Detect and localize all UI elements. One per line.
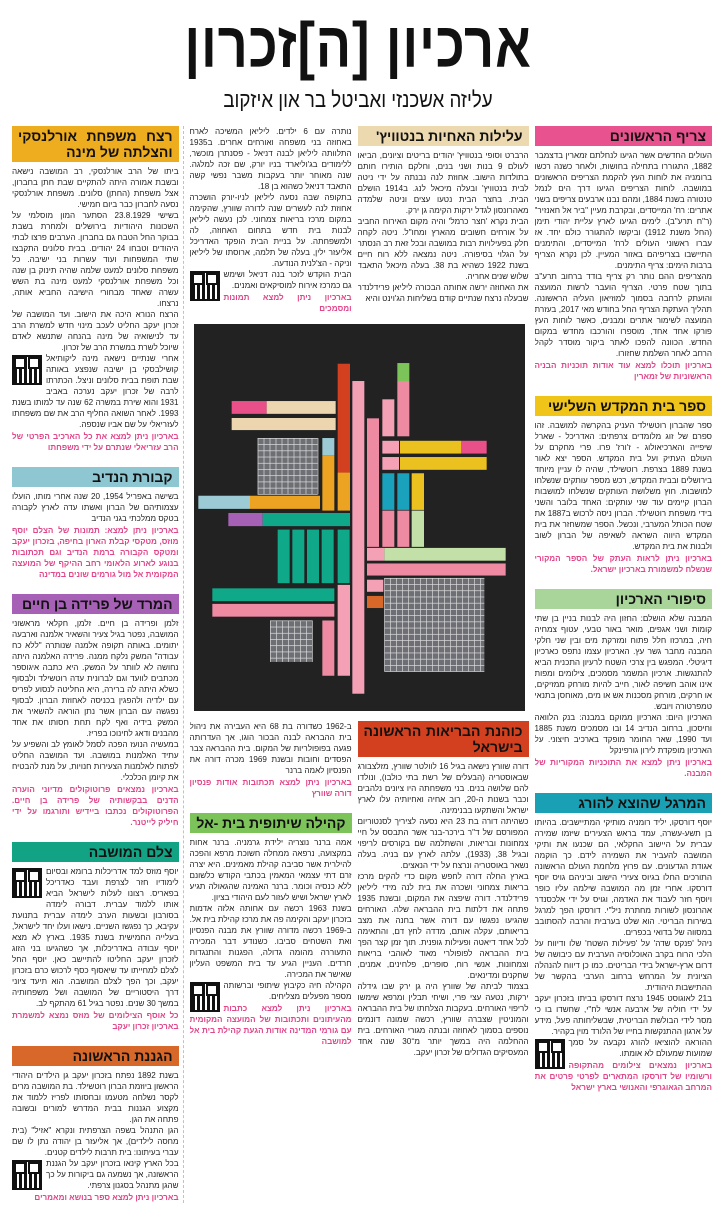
window-grille (384, 622, 484, 623)
color-tile (411, 511, 423, 547)
window-grille (426, 578, 427, 671)
article-kehila (190, 813, 352, 1047)
window-grille (257, 488, 317, 489)
window-grille (456, 578, 457, 671)
color-tile (382, 473, 394, 510)
window-grille (276, 620, 277, 661)
color-tile (382, 511, 394, 547)
window-grille (311, 438, 312, 494)
body-paragraph: מהצריפים ההם נותר רק צריף בודד ברחוב תרע"ב בתוך שטח פרטי. הצריף הועבר לרשות המועצה והועתק לרחבה בסמוך למוזיאון העליה הראשונה. תהליך העתקת הצריף החל בחודש מאי 2017, בעזרת המועצה לשימור אתרים ומבנים, כאשר לוחות העץ פורקו אחד אחד, מוספרו והורכבו מחדש במקום החדש. הכוונה להפכו לאתר ביקור מוסדר לקהל הרחב לאחר השלמת שחזורו. (534, 272, 712, 358)
archive-note-link[interactable]: בארכיון נמצאים צילומים מהתקופה ורשומיו של דורסקו המתארים לפרטי פרטים את המרחב הגאוגרפי והאנושי בארץ ישראל (534, 1061, 712, 1092)
body-paragraph: בצמוד לביתה של שוורץ היה גן ירק שבו גידלה ירקות, נטעה עצי פרי, ושיחי תבלין ומרפא שימשו לריפוי האורחים. בעקבות הצלחתו של בית ההבראה והמוניטין שצברה שוורץ, רכשה שמונה דונמים נוספים בסמוך לאחוזה ובנתה מגורי האורחים. בית ההחלמה היה במשך יותר מ־30 שנה אחד המעסיקים הגדולים של זכרון יעקב. (357, 982, 529, 1057)
body-paragraph: הבית נקרא 'חצר כרמל' והיה מקום האירוח החביב על אורחים חשובים מהארץ ומחו"ל. ניטה לקחה חלק בפעילויות רבות במושבה ובכל זאת רב הנסתר על הגלוי בסיפורה. ניטה נמצאה ללא רוח חיים בשנת 1922 כשהיא בת 38. בעלה מיכאל התאבד שלוש שנים אחריה. (357, 217, 529, 281)
window-grille (384, 628, 484, 629)
window-grille (317, 438, 318, 494)
color-tile (367, 418, 379, 547)
window-grille (257, 450, 317, 451)
color-tile (262, 513, 349, 526)
body-paragraph: דורה שוורץ נישאה בגיל 16 לוולטר שוורץ, מזלצבורג שבאוסטריה (הבעלים של רשת בתי כולבו), ונולדו להם שלושה בנים. בני משפחתה היו ציונים נלהבים וכבר בשנות ה-20, רוב אחיה ואחיותיה עלו לארץ ישראל והשתקעו בבנימינה. (357, 762, 529, 815)
color-tile (266, 401, 335, 414)
body-paragraph: הקהילה חיה כקיבוץ שיתופי וברשותה מספר מפעלים מצליחים. (223, 981, 352, 1001)
window-grille (438, 578, 439, 671)
color-tile (228, 513, 262, 526)
color-tile (337, 585, 349, 676)
color-tile (400, 457, 487, 470)
window-grille (420, 578, 421, 671)
window-grille (270, 620, 312, 621)
window-grille (384, 578, 385, 671)
window-grille (468, 578, 469, 671)
window-grille (408, 578, 409, 671)
window-grille (384, 665, 484, 666)
column-left (12, 126, 184, 1203)
section-heading: הגננת הראשונה (12, 1046, 179, 1066)
window-grille (275, 438, 276, 494)
color-tile (382, 399, 394, 436)
color-tile (198, 496, 250, 509)
section-heading: עלילות האחיות בנטוויץ' (358, 126, 529, 146)
section-heading: המרד של פרידה בן חיים (12, 594, 179, 614)
window-grille (306, 620, 307, 661)
body-paragraph: ב-1969 רכשה מדורה שוורץ את מבנה הפנסיון ואת השטחים סביבו. כשנודע דבר המכירה התעוררה מהומה גדולה, הפגנות והתנגדות חרדים. העניין הגיע עד בית המשפט העליון שאישר את המכירה. (189, 926, 352, 979)
article-sefer (535, 396, 712, 575)
color-tile (322, 620, 334, 675)
window-grille (293, 438, 294, 494)
window-grille (414, 578, 415, 671)
body-paragraph: ב-1962 כשדורה בת 68 היא העבירה את ניהול בית ההבראה לבנה הבכור הוגו, אך העדרותה פגעה בפופולריות של המקום. בית ההבראה צבר הפסדים וחובות ובשנת 1969 מכרה דורה את הפנסיון לאמה ברנר (189, 722, 352, 775)
window-grille (281, 438, 282, 494)
color-tile (212, 588, 334, 601)
color-tile (307, 530, 319, 584)
window-grille (257, 457, 317, 458)
body-paragraph: יוסף מוזס למד אדריכלות ברומא ובסיום לימודיו חזר לצרפת ועבד כאדריכל בפאריס. רצונו לעלות לישראל הביא אותו ללמוד עברית. דבורה לימדה בסורבון ובשעות הערב לימדה עברית בתנועת עקיבא, כך נפגשו השניים. נישאו ועלו יחד לישראל, בעלייה החמישית בשנת 1935. בארץ לא מצא יוסף עבודה באדריכלות, אך כשהגיעו בני הזוג לזכרון יעקב החליטו להתיישב כאן. יוסף החל לצלם למחייתו עד שיאסוף כסף לרכוש כרם בזכרון יעקב, וכך הפך לצלם המושבה. הוא תיעד ציוני דרך היסטוריים של המושבה ושל משפחותיה במשך 30 שנים. נפטר בגיל 61 מהתקף לב. (12, 867, 179, 1008)
window-grille (270, 627, 312, 628)
color-tile (212, 604, 334, 617)
archive-note-link[interactable]: בארכיון נמצאים פרוטוקולים מדיוני הוערה הדנים בבקשותיה של פרידה בן חיים. הפרוטוקולים נכתבו ביידיש ותורגמו על ידי חיליק לייטנר. (12, 785, 179, 827)
body-paragraph: הגן התנהל בשפה הצרפתית ונקרא "אזיל" (בית מחסה לילדים), אך אליעזר בן יהודה נתן לו שם עברי בעיתונו: בית תרבות לילדים קטנים. (12, 1126, 179, 1157)
section-heading: ספר בית המקדש השלישי (535, 396, 712, 416)
column-middle (190, 126, 529, 1058)
body-paragraph: העולים החדשים אשר הגיעו לנחלתם זמארין בדצמבר 1882, התגוררו בתחילה בחושות, ולאחר כשנה רכשו ברומניה את לוחות העץ להקמת הצריפים הראשונים במושבה. לוחות הצריפים הגיעו דרך הים לנמל טנטורה בשנת 1884, ומהם נבנו ארבעים צריפים בשני אתרים: רח' המייסדים, ובקרבת מעיין "ביר אל חאנזיר" (ר"ח תרע"ב). לימים הגיעו לארץ עליית יהודי תימן (החל משנת 1912) וביקשו להתגורר כולם יחד. אז עברו ראשוני העולים לרח' המייסדים, והתימנים התיישבו בצריפיהם באזור המעיין. לכן נקרא הצריף ברבות הימים: צריף התימנים. (534, 151, 712, 270)
window-grille (480, 578, 481, 671)
window-grille (263, 438, 264, 494)
archive-note-link[interactable]: בארכיון תוכלו למצא עוד אודות תוכניות הבניה הראשוניות של זמארין (534, 361, 712, 381)
color-tile (397, 511, 409, 547)
qr-code-icon[interactable] (12, 868, 42, 898)
color-tile (367, 563, 506, 575)
poster-body (0, 114, 716, 1215)
column-middle-right-bottom (358, 721, 529, 1058)
window-grille (384, 603, 484, 604)
window-grille (384, 640, 484, 641)
body-paragraph: בשישי 23.8.1929 הסתער המון מוסלמי על השכונות היהודיות בירושלים ולמחרת בשבת בבוקר החל הטבח גם בחברון. הערבים פרצו לבתי היהודים וטבחו 24 יהודים. בבית סלונים התקבצו שתי המשפחות ועוד עשרות בני ישיבה. כל משפחת סלונים למעט שלמה שהיה תינוק בן שנה וכל משפחת אורלנסקי למעט מינה בת השש עשרה שאחד מבחורי הישיבה החביא אותה, נרצחו. (12, 211, 179, 308)
archive-note-link[interactable]: בארכיון ניתן למצא: תמונות של הצלם יוסף מוזס, מטקסי קבלת הארון בחיפה, בזכרון יעקב ומטקס הקבורה ברמת הנדיב וגם תכתובות בנוגע לארוע הלאומי רחב ההיקף של המועצה המקומית אל מול גורמים שונים במדינה (12, 526, 179, 579)
window-grille (396, 578, 397, 671)
body-paragraph: את האחוזה ירשה אחותה הבכורה ליליאן פרידלנדר שבעלה נרצח שנתיים קודם בשליחות הג'וינט והיא (357, 283, 529, 303)
window-grille (282, 620, 283, 661)
window-grille (384, 659, 484, 660)
window-grille (270, 620, 271, 661)
body-paragraph: ביתו של הרב אורלנסקי, רב המושבה נישאה ובשבת אמורה היתה להתקיים שבת חתן בחברון, אצל משפחת (החתן) סלונים. משפחת אורלנסקי נסעה לחברון כבר ביום חמישי. (12, 167, 179, 209)
window-photo (257, 438, 317, 494)
section-heading: המרגל שהוצא להורג (535, 793, 712, 813)
body-paragraph: בשנת 1892 נפתח בזכרון יעקב גן הילדים היהודי הראשון ביוזמת הברון רוטשילד. בת המושבה מרים לקסר נשלחה מטעמו ובחסותו לפריז ללמוד את מקצוע הגננות בבית המדרש למורים ובשובה פתחה את הגן. (12, 1071, 179, 1124)
qr-code-icon[interactable] (535, 1039, 565, 1069)
color-tile (231, 401, 266, 414)
archive-note-link[interactable]: בארכיון ניתן למצא כתבות מהעיתונים ותכתובות של המועצה המקומית עם גורמי המדינה אודות הגעת קהילת בית אל למושבה (189, 1004, 352, 1046)
body-paragraph: אמה ברנר נוצריה ילידת גרמניה. ברנר אחות במקצועה, נרפאה ממחלה חשוכת מרפא והפכה להילרית אשר סביבה קהילת מאמינים. היא יצרה זרם דתי עצמאי המאמין בכתבי הקודש כלשונם ללא כנסיה וכומר. ברנר האמינה שהגאולה תגיע לארץ ישראל ושיש לעזור לעם היהודי בציון. (189, 838, 352, 902)
color-tile (397, 473, 409, 510)
article-cont2 (190, 721, 352, 799)
window-grille (384, 584, 484, 585)
article-retzach (12, 126, 179, 453)
article-meragel (535, 793, 712, 1093)
body-paragraph: המבנה שלא הושלם: החזון היה לבנות בניין בן שתי קומות ושני אגפים, מואר באור טבעי, עטוף צמחיה חיה, במרכזו חלל פתוח ומזרקת מים ובין שני חלקי המבנה מחבר גשר עץ. הארכיון עצמו נתפס כארכיון דיגיטלי. המפגש בין צרכי השטח לרעיון התכנית הביא להתנגשות. ארכיון המשמר מסמכים, צילומים ומפות אינו אוהב חשיפה לאור, חייב להיות מורחק ממזיקים, או חרקים, מורחק מסכנות אש או מים, מאוחסן בתנאי טמפרטורה ויובש. (534, 614, 712, 711)
window-grille (257, 469, 317, 470)
body-paragraph: בתקופה שבה נסעה ליליאן לניו-יורק הושכרה אחוזת לנה לעשרים שנה לדורה שוורץ, שהקימה במקום מרכז בריאות צמחוני. לכן נעשה ליליאן לבנות בית חדש בתחום האחוזה, לה ולמשפחתה. על בניית הבית הופקד האדריכל אליעזר ילין, בעלה של תלמה, ארוסתו של ליליאן וניקה - הצ'לנית הנודעה. (189, 193, 352, 268)
qr-code-icon[interactable] (190, 982, 220, 1012)
color-tile (397, 381, 409, 436)
window-grille (384, 578, 484, 579)
window-grille (287, 438, 288, 494)
section-heading: קהילה שיתופית בית -אל (190, 813, 352, 833)
color-tile (461, 441, 487, 454)
article-tzalam (12, 842, 179, 1032)
color-tile (321, 530, 333, 584)
section-heading: קבורת הנדיב (12, 467, 179, 487)
window-grille (269, 438, 270, 494)
color-tile (382, 441, 399, 454)
color-tile (384, 548, 505, 561)
window-grille (299, 438, 300, 494)
window-grille (257, 494, 317, 495)
window-grille (384, 615, 484, 616)
body-paragraph: הארכיון היום: הארכיון ממוקם במבנה: בנק הלוואה וחיסכון, ברחוב הנדיב 14 ובו מסמכים משנת 1885 ועד 1990, שאר החומר מופקד בארכיב חיצוני. על הארכיון מופקדת לירון גורפינקל (534, 713, 712, 755)
window-grille (432, 578, 433, 671)
window-grille (450, 578, 451, 671)
window-grille (384, 597, 484, 598)
color-tile (337, 364, 349, 473)
article-mered (12, 594, 179, 828)
qr-code-icon[interactable] (190, 271, 220, 301)
body-paragraph: ספר שהברון רוטשילד העניק בהקרשה למושבה. זהו ספרם של זוג מלומדים צרפתים: האדריכל - שארל שיפייה והארכיאולוג - ז'ורז' פרו. פרי מחקרם על העולם העתיק ועל בית המקדש. הספר יצא לאור בשנת 1889 בצרפת. רוטשילד, שהיה לו עניין מיוחד בירושלים ובבית המקדש, רכש מספר עותקים שנשלחו למושבות. חוץ משלושת העותקים שנשלחו למושבות הברון קיימים עוד שני עותקים: האחד בלובר והשני בידי משפחת רוטשילד. הברון ניסה לרכוש ב1887 את שטח הכותל המערבי, ונכשל. הספר שמשחזר את בית המקדש היווה השראה לשאיפה של הברון לשוב ולבנות את בית המקדש. (534, 421, 712, 551)
color-tile (322, 438, 334, 455)
window-grille (384, 590, 484, 591)
window-grille (312, 620, 313, 661)
section-heading: צריף הראשונים (535, 126, 712, 146)
window-grille (384, 646, 484, 647)
color-tile (292, 530, 304, 584)
poster-subtitle: עליזה אשכנזי ואביטל בר און איזקוב (223, 87, 493, 112)
body-paragraph: במעשיה הנועז הפכה לסמל לאומץ לב והשפיע על עתיד האלמנות במושבה. ועד המושבה החליט לפתוח לאלמנות הצעירות חנויות, על מנת להבטיח את קיומן הכלכלי. (12, 740, 179, 782)
body-paragraph: בשנת 1963 רכשה עם אחותה אלזה אדמות בזכרון יעקב והקימה פה את מרכז קהילת בית אל. (189, 904, 352, 924)
article-ganenet (12, 1046, 179, 1203)
body-paragraph: אחרי שנתיים נישאה מינה ליקותיאל קושילבסקי בן ישיבה שנפצע באותה שבת תופת בבית סלונים וניצל. הכתרתו לרבה של זכרון יעקב נערכה באביב 1931 והוא שירת במשרה 62 שנה עד למותו בשנת 1993. לאחר השואה החליף הרב את שם משפחתו לעזריאלי על שם אביו שנספה. (12, 354, 179, 429)
color-tile (250, 496, 320, 509)
window-grille (390, 578, 391, 671)
section-heading: כוהנת הבריאות הראשונה בישראל (358, 721, 529, 757)
color-tile (400, 441, 461, 454)
middle-top (190, 126, 529, 314)
window-grille (300, 620, 301, 661)
article-tzrif (535, 126, 712, 382)
body-paragraph: בארץ החלה דורה לחפש מקום כדי להקים מרכז בריאות צמחוני ושכרה את בית לנה מידי ליליאן פרידלנדר. דורה שיפצה את המקום, ובשנת 1935 פתחה את דלתות בית ההבראה שלה. האורחים שהגיעו נפגשו עם דורה אשר בחנה את מצב בריאותם, עקלה אותם, מדדה לחץ דם, והתאימה לכל אחד דיאטה ופעילות גופנית. תוך זמן קצר הפך בית ההבראה לפופולרי מאוד לאוהבי בריאות וצמחונות, אנשי רוח, סופרים, פלחינים, אמנים, שחקנים ומדינאים. (357, 872, 529, 980)
window-grille (305, 438, 306, 494)
archive-note-link[interactable]: בארכיון ניתן למצא את התוכניות המקוריות של המבנה. (534, 758, 712, 778)
body-paragraph: הרצח הנורא היכה את הישוב. ועד המושבה של זכרון יעקב החליט לעכב מינוי חדש למשרת הרב עד לנישואיה של מינה בהנחה שתנשא לאדם שיוכל לשרת במשרת הרב של זכרון. (12, 310, 179, 352)
qr-code-icon[interactable] (12, 355, 42, 385)
window-grille (402, 578, 403, 671)
section-heading: סיפורי הארכיון (535, 589, 712, 609)
section-heading: צלם המושבה (12, 842, 179, 862)
body-paragraph: נותרה עם 6 ילדים. ליליאן המשיכה לארח באחוזה בני משפחה ואורחים אחרים. ב1935 התלוותה ליליאן לבנה דניאל - פסנתרן מוכשר, ללימודים בג'וליארד בניו יורק, שם זכה למלגה. שנה מאוחר יותר בעקבות משבר נפשי קשה התאבד דניאל כשהוא בן 18. (189, 127, 352, 191)
archive-note-link[interactable]: בארכיון ניתן למצא ספר בנושא ומאמרים (34, 1193, 179, 1202)
window-grille (270, 645, 312, 646)
column-middle-left-bottom (190, 721, 352, 1047)
window-grille (257, 444, 317, 445)
archive-note-link[interactable]: בארכיון ניתן למצא את כל הארכיב הפרטי של הרב עזריאלי שנתרם על ידי משפחתו (12, 432, 179, 452)
column-middle-left-top (190, 126, 352, 314)
body-paragraph: בכל הארץ קינאו בזכרון יעקב על הגננת הראשונה, אך נשמעה גם ביקורות על כך שהגן מתנהל בסגנון צרפתי. (46, 1159, 179, 1190)
archive-note-link[interactable]: בארכיון ניתן למצא תכתובות אודות פנסיון דורה שוורץ (189, 778, 352, 798)
window-grille (257, 438, 317, 439)
article-alilot (358, 126, 529, 304)
body-paragraph: כשהיתה דורה בת 23 היא נסעה לציריך לסנטוריום המפורסם של ד"ר בירכר-בנר אשר התבסס על חיי צמחונות ובריאות, והשתלמה שם בקורסים לריפוי ובגיל 38, (1933), עלתה לארץ עם בניה. בעלה נשאר באוסטריה ונרצח על ידי הנאצים. (357, 817, 529, 870)
body-paragraph: הבית הוקדש לזכר בנה דניאל ושימש גם כמרכז אירוח למוסיקאים ואמנים. (223, 270, 352, 290)
article-cont (190, 126, 352, 314)
window-grille (270, 658, 312, 659)
color-tile (367, 596, 383, 608)
body-paragraph: זלמן ופרידה בן חיים. זלמן, חקלאי מראשוני המושבה, נפטר בגיל צעיר והשאיר אלמנה וארבעה יתומים. באותה תקופה אלמנה שנותרה "ללא כח עבודה" המשק נלקח ממנה. פרידה האלמנה היתה נחושה לא לוותר על המשק. היא כתבה איגוספר מכתבים לוועד וגם לברונית עדה רוטשילד ולבסוף כשלא היתה לה ברירה, היא החליטה לנסוע לפריס עם ילדיה ולהפגין בכניסה לאחוזת הברון. לבסוף נפגשה עם הברון אשר נתן הוראה להשאיר את המשק בידיה ואף לקח תחת חסותו את אחד מהבנים ודאג לחינוכו בפריז. (12, 619, 179, 738)
body-paragraph: ניהל 'פנקס שדה' על 'פעילות השטח' שלו ודיווח על הלכי הרוח בקרב האוכלוסיה הערבית עם כיבושה של דרום ארץ-ישראל בידי הבריטים. כמו כן דיווח להנהלה הציונית על המרחש ברחוב הערבי בהקשר של ההתישבות היהודית. (534, 939, 712, 992)
body-paragraph: הרברט וסופי בנטוויץ' יהודים בריטים וציונים, הביאו לעולם 9 בנות ושני בנים, וחלקם הותירו חותם בתולדות הישוב. אחוזת לנה נבנתה על ידי ניטה לבית בנטוויץ' ובעלה מיכאל לנג. ב1914 הושלם הבית. בחצר הבית נטעו עצים וניטה שלמדה מאהרונסון לגדל ירקות הקימה גן ירק. (357, 151, 529, 215)
column-right (535, 126, 712, 1093)
archive-artwork (194, 324, 525, 711)
color-tile (322, 455, 334, 510)
window-grille (270, 652, 312, 653)
window-grille (257, 475, 317, 476)
middle-bottom (190, 721, 529, 1058)
body-paragraph: ההוראה להוציאו להורג נקבעה על סמך שמועות שמעולם לא אומתו. (568, 1038, 712, 1058)
window-grille (384, 634, 484, 635)
window-grille (257, 482, 317, 483)
body-paragraph: בשישה באפריל 1954, 20 שנה אחרי מותו, הועלו עצמותיהם של הברון ואשתו עדה לארץ לקבורה בטקס ממלכתי בגני הנדיב (12, 492, 179, 523)
color-tile (337, 530, 349, 584)
body-paragraph: ב21 לאוגוסט 1945 נרצח דורסקו בביתו בזכרון יעקב על ידי חוליה של ארבעה אנשי לח"י, שחשדו בו כי מסר לידי הבולשת הבריטית, שבשליחותה פעל, מידע על ארגון ההתנקשות בחייו של הלורד מוין בקהיר. (534, 994, 712, 1036)
color-tile (231, 418, 335, 430)
window-grille (270, 639, 312, 640)
section-heading: רצח משפחת אורלנסקי והצלתה של מינה (12, 126, 179, 162)
article-kohenet (358, 721, 529, 1058)
archive-note-link[interactable]: בארכיון ניתן לראות העתק של הספר המקורי שנשלח למשמורת בארכיון ישראל. (534, 554, 712, 574)
column-middle-right-top (358, 126, 529, 304)
window-grille (462, 578, 463, 671)
color-tile (397, 363, 409, 381)
article-kvurat (12, 467, 179, 580)
window-grille (384, 671, 484, 672)
window-grille (288, 620, 289, 661)
archive-note-link[interactable]: בארכיון ניתן למצא תמונות ומסמכים (223, 293, 352, 313)
color-tile (277, 530, 289, 584)
qr-code-icon[interactable] (12, 1160, 42, 1190)
color-tile (367, 548, 384, 561)
window-grille (474, 578, 475, 671)
window-photo (384, 578, 484, 671)
color-tile (411, 473, 423, 510)
window-grille (257, 438, 258, 494)
poster-title: ארכיון [ה]זכרון (184, 9, 532, 81)
color-tile (367, 580, 383, 592)
color-tile (382, 457, 399, 470)
window-grille (444, 578, 445, 671)
body-paragraph: יוסף דורסקו, יליד רומניה מותיקי המתיישבים. בהיותו בן תשע-עשרה, עמד בראש הצעירים שיזמו שמירה עברית על היישוב החקלאי, הם שכנעו את ותיקי המושבה להעביר את השמירה לידם. כך הוקמה אגודת הגדעונים. עם פרוץ מלחמת העולם הראשונה התורכים החלו בגיוס צעירי הישוב וביניהם גויס יוסף דורסקו. אחרי זמן מה המושבה שילמה עליו כופר ויוסף חזר לעבוד את האדמה, וגויס על ידי אלכסנדר אהרונסון לשורות מחתרת ניל"י. דורסקו הפך למרגל בשירות הבריטי. הוא שלט בערבית והרבה להסתובב במסווה של בדואי בכפרים. (534, 818, 712, 937)
window-grille (384, 609, 484, 610)
window-grille (384, 653, 484, 654)
archive-note-link[interactable]: כל אוסף הצילומים של מוזס נמצא למשמרת בארכיון זכרון יעקב (12, 1011, 179, 1031)
window-grille (270, 633, 312, 634)
window-grille (257, 463, 317, 464)
color-tile (352, 381, 364, 694)
window-grille (294, 620, 295, 661)
color-tile (337, 473, 349, 511)
article-sipurei (535, 589, 712, 779)
